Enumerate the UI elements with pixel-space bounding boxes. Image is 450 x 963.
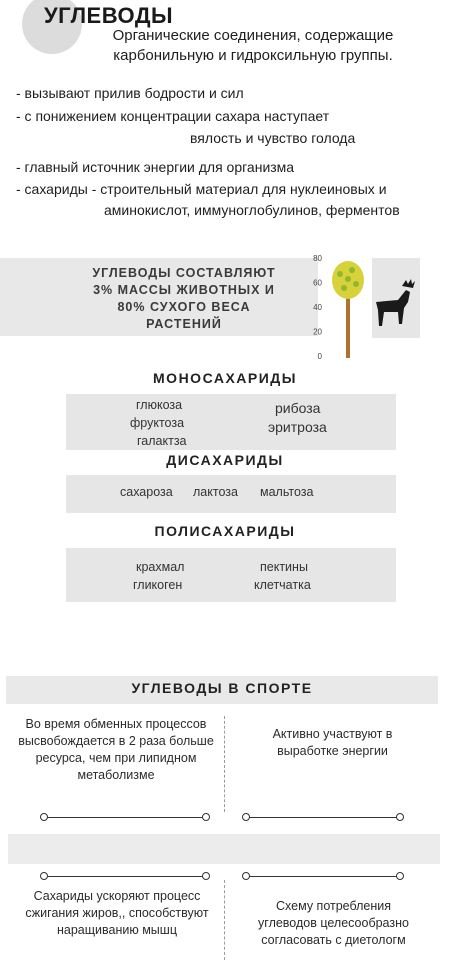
- sport-fact-bottom-left: Сахариды ускоряют процесс сжигания жиров,, способствуют наращиванию мышц: [25, 889, 209, 937]
- timeline-dot: [202, 872, 210, 880]
- list-item: пектины: [260, 560, 308, 574]
- y-tick-label: 40: [313, 303, 322, 312]
- monosaccharides-title: МОНОСАХАРИДЫ: [153, 370, 297, 386]
- polysaccharides-box: [66, 548, 396, 602]
- polysaccharides-title: ПОЛИСАХАРИДЫ: [154, 523, 296, 539]
- tree-icon: [332, 261, 364, 358]
- list-item: рибоза: [275, 400, 321, 416]
- list-item: глюкоза: [136, 398, 183, 412]
- divider-vertical: [224, 716, 225, 812]
- disaccharides-title: ДИСАХАРИДЫ: [166, 452, 284, 468]
- timeline-line-right: [248, 817, 400, 818]
- page-title: УГЛЕВОДЫ: [44, 3, 174, 28]
- y-tick-label: 80: [313, 254, 322, 263]
- monosaccharides-box: [66, 394, 396, 450]
- timeline-dot: [202, 813, 210, 821]
- mass-band-text: УГЛЕВОДЫ СОСТАВЛЯЮТ 3% МАССЫ ЖИВОТНЫХ И 80% СУХОГО ВЕСА РАСТЕНИЙ: [92, 266, 276, 331]
- fact-1: - вызывают прилив бодрости и сил: [16, 85, 244, 101]
- fact-3: - главный источник энергии для организма: [16, 159, 295, 175]
- timeline-dot: [40, 872, 48, 880]
- list-item: фруктоза: [130, 416, 185, 430]
- intro-text: Органические соединения, содержащие карбонильную и гидроксильную группы.: [112, 27, 394, 64]
- sport-mid-band: [8, 834, 440, 864]
- timeline-dot: [396, 813, 404, 821]
- list-item: эритроза: [268, 419, 327, 435]
- timeline-dot: [242, 872, 250, 880]
- fact-4: - сахариды - строительный материал для нуклеиновых и: [16, 181, 387, 197]
- timeline-dot: [40, 813, 48, 821]
- sport-fact-top-left: Во время обменных процессов высвобождается в 2 раза больше ресурса, чем при липидном метаболизме: [18, 717, 214, 782]
- timeline-dot: [396, 872, 404, 880]
- fact-4-cont: аминокислот, иммуноглобулинов, ферментов: [104, 202, 400, 218]
- fact-2-cont: вялость и чувство голода: [190, 130, 356, 146]
- list-item: сахароза: [120, 485, 173, 499]
- y-tick-label: 60: [313, 278, 322, 288]
- sport-fact-top-right: Активно участвуют в выработке энергии: [272, 727, 393, 758]
- timeline-line-right: [248, 876, 400, 877]
- sport-title: УГЛЕВОДЫ В СПОРТЕ: [131, 680, 313, 696]
- timeline-dot: [242, 813, 250, 821]
- timeline-line-left: [46, 876, 206, 877]
- list-item: гликоген: [133, 578, 183, 592]
- timeline-line-left: [46, 817, 206, 818]
- list-item: лактоза: [193, 485, 238, 499]
- divider-vertical: [224, 880, 225, 960]
- sport-fact-bottom-right: Схему потребления углеводов целесообразно согласовать с диетологм: [258, 899, 409, 947]
- list-item: клетчатка: [254, 578, 311, 592]
- mass-chart: [308, 250, 450, 365]
- fact-2: - с понижением концентрации сахара наступает: [16, 108, 330, 124]
- list-item: крахмал: [136, 560, 185, 574]
- y-tick-label: 20: [313, 327, 322, 337]
- list-item: мальтоза: [260, 485, 314, 499]
- y-tick-label: 0: [317, 352, 322, 361]
- list-item: галактза: [137, 434, 187, 448]
